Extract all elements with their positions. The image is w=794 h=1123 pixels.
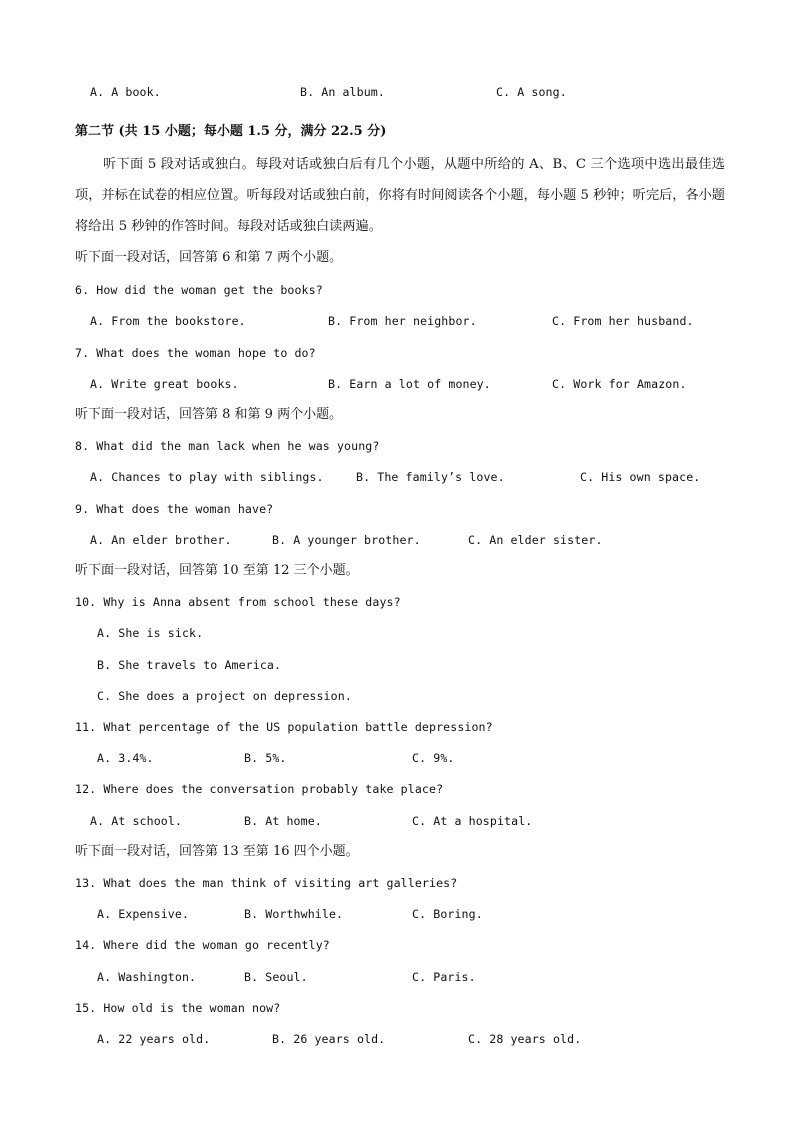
option-b: B. The family’s love.: [356, 470, 505, 484]
question-text: 8. What did the man lack when he was young?: [75, 439, 380, 453]
option-a: A. Expensive.: [97, 907, 190, 921]
option-a: A. 3.4%.: [97, 751, 154, 765]
question-text: 10. Why is Anna absent from school these days?: [75, 595, 401, 609]
option-b: B. Worthwhile.: [244, 907, 344, 921]
option-a: A. 22 years old.: [97, 1032, 211, 1046]
option-b: B. 26 years old.: [272, 1032, 386, 1046]
question-text: 12. Where does the conversation probably take place?: [75, 782, 444, 796]
option-a: A. Washington.: [97, 970, 197, 984]
question-text: 14. Where did the woman go recently?: [75, 938, 330, 952]
option-c: C. Paris.: [412, 970, 476, 984]
section-title: 第二节 (共 15 小题；每小题 1.5 分，满分 22.5 分): [75, 124, 387, 139]
option-b: B. Seoul.: [244, 970, 308, 984]
group-intro: 听下面一段对话，回答第 6 和第 7 两个小题。: [75, 250, 343, 265]
option-c: C. At a hospital.: [412, 814, 533, 828]
option-b: B. From her neighbor.: [328, 314, 477, 328]
option-a: A. From the bookstore.: [90, 314, 246, 328]
question-text: 11. What percentage of the US population battle depression?: [75, 720, 493, 734]
group-intro: 听下面一段对话，回答第 13 至第 16 四个小题。: [75, 844, 359, 859]
question-text: 9. What does the woman have?: [75, 502, 274, 516]
group-intro: 听下面一段对话，回答第 8 和第 9 两个小题。: [75, 407, 343, 422]
option-b: B. Earn a lot of money.: [328, 377, 491, 391]
option-a: A. Chances to play with siblings.: [90, 470, 324, 484]
option-c: C. From her husband.: [552, 314, 694, 328]
option-a: A. Write great books.: [90, 377, 239, 391]
question-text: 6. How did the woman get the books?: [75, 283, 323, 297]
option-c: C. She does a project on depression.: [97, 689, 352, 703]
question-text: 7. What does the woman hope to do?: [75, 346, 316, 360]
question-text: 15. How old is the woman now?: [75, 1001, 281, 1015]
question-text: 13. What does the man think of visiting art galleries?: [75, 876, 458, 890]
option-b: B. At home.: [244, 814, 322, 828]
prev-option-c: C. A song.: [496, 85, 567, 99]
option-a: A. At school.: [90, 814, 183, 828]
option-b: B. She travels to America.: [97, 658, 282, 672]
section-instructions: 听下面 5 段对话或独白。每段对话或独白后有几个小题，从题中所给的 A、B、C 三个选项中选出最佳选项，并标在试卷的相应位置。听每段对话或独白前，你将有时间阅读各个小题，每小题 5 秒钟；听完后，各小题将给出 5 秒钟的作答时间。每段对话或独白读两遍。: [75, 157, 725, 234]
option-c: C. His own space.: [580, 470, 701, 484]
option-c: C. 28 years old.: [468, 1032, 582, 1046]
option-c: C. 9%.: [412, 751, 455, 765]
option-c: C. An elder sister.: [468, 533, 603, 547]
option-a: A. She is sick.: [97, 626, 204, 640]
option-c: C. Boring.: [412, 907, 483, 921]
option-b: B. A younger brother.: [272, 533, 421, 547]
option-c: C. Work for Amazon.: [552, 377, 687, 391]
prev-option-a: A. A book.: [90, 85, 161, 99]
group-intro: 听下面一段对话，回答第 10 至第 12 三个小题。: [75, 563, 359, 578]
prev-option-b: B. An album.: [300, 85, 385, 99]
option-b: B. 5%.: [244, 751, 287, 765]
option-a: A. An elder brother.: [90, 533, 232, 547]
